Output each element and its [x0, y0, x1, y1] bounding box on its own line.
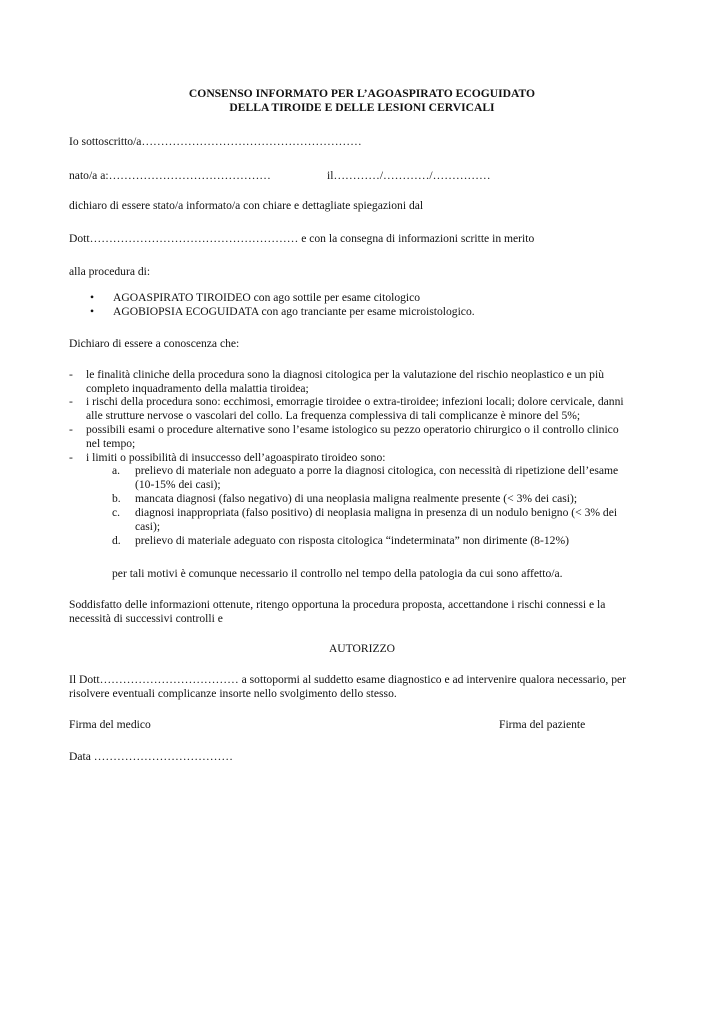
satisfaction-statement-line-2: necessità di successivi controlli e [69, 612, 223, 625]
undersigned-field: Io sottoscritto/a………………………………………………… [69, 135, 362, 148]
informed-statement: dichiaro di essere stato/a informato/a con chiare e dettagliate spiegazioni dal [69, 199, 424, 212]
list-item-line: completo inquadramento della malattia tiroidea; [86, 382, 309, 395]
list-item-line: i limiti o possibilità di insuccesso dell’agoaspirato tiroideo sono: [86, 451, 386, 464]
list-item-line: (10-15% dei casi); [135, 478, 221, 491]
dash-marker: - [69, 423, 73, 436]
list-item-line: prelievo di materiale non adeguato a porre la diagnosi citologica, con necessità di ripetizione dell’esame [135, 464, 619, 477]
list-item-line: le finalità cliniche della procedura sono la diagnosi citologica per la valutazione del rischio neoplastico e un più [86, 368, 604, 381]
procedure-name: AGOASPIRATO TIROIDEO [113, 291, 251, 304]
doctor-name-field: Dott……………………………………………… e con la consegna di informazioni scritte in merito [69, 232, 535, 245]
bullet-icon: • [90, 291, 95, 304]
bullet-icon: • [90, 305, 95, 318]
procedure-description: con ago tranciante per esame microistologico. [258, 305, 475, 318]
procedure-name: AGOBIOPSIA ECOGUIDATA [113, 305, 259, 318]
dash-marker: - [69, 395, 73, 408]
authorize-heading: AUTORIZZO [328, 642, 396, 655]
doctor-signature-label: Firma del medico [69, 718, 151, 731]
follow-up-note: per tali motivi è comunque necessario il controllo nel tempo della patologia da cui sono affetto/a. [112, 567, 563, 580]
birthplace-field: nato/a a:…………………………………… [69, 169, 271, 182]
list-item-line: mancata diagnosi (falso negativo) di una neoplasia maligna realmente presente (< 3% dei casi); [135, 492, 578, 505]
dash-marker: - [69, 368, 73, 381]
birthdate-field: il…………/…………/…………… [327, 169, 491, 182]
list-item-line: nel tempo; [86, 437, 136, 450]
list-letter: d. [112, 534, 121, 547]
list-item-line: alle strutture nervose o vascolari del collo. La frequenza complessiva di tali complicanze è minore del 5%; [86, 409, 581, 422]
dash-marker: - [69, 451, 73, 464]
procedure-description: con ago sottile per esame citologico [250, 291, 421, 304]
authorization-statement-line-1: Il Dott……………………………… a sottopormi al suddetto esame diagnostico e ad intervenire qualora necessario, per [69, 673, 627, 686]
satisfaction-statement-line-1: Soddisfatto delle informazioni ottenute, ritengo opportuna la procedura proposta, accettandone i rischi connessi e la [69, 598, 606, 611]
list-item-line: possibili esami o procedure alternative sono l’esame istologico su pezzo operatorio chirurgico o il controllo clinico [86, 423, 619, 436]
procedure-intro: alla procedura di: [69, 265, 151, 278]
list-item-line: prelievo di materiale adeguato con risposta citologica “indeterminata” non dirimente (8-12%) [135, 534, 569, 547]
document-title-line-1: CONSENSO INFORMATO PER L’AGOASPIRATO ECOGUIDATO [188, 87, 536, 100]
procedure-item [113, 290, 420, 305]
authorization-statement-line-2: risolvere eventuali complicanze insorte nello svolgimento dello stesso. [69, 687, 397, 700]
list-letter: b. [112, 492, 121, 505]
list-item-line: casi); [135, 520, 161, 533]
list-item-line: diagnosi inappropriata (falso positivo) di neoplasia maligna in presenza di un nodulo benigno (< 3% dei [135, 506, 618, 519]
list-item-line: i rischi della procedura sono: ecchimosi, emorragie tiroidee o extra-tiroidee; infezioni locali; dolore cervicale, danni [86, 395, 624, 408]
procedure-item [113, 304, 475, 319]
patient-signature-label: Firma del paziente [499, 718, 586, 731]
list-letter: a. [112, 464, 121, 477]
date-field: Data ……………………………… [69, 750, 233, 763]
awareness-intro: Dichiaro di essere a conoscenza che: [69, 337, 240, 350]
list-letter: c. [112, 506, 121, 519]
document-title-line-2: DELLA TIROIDE E DELLE LESIONI CERVICALI [229, 101, 495, 114]
